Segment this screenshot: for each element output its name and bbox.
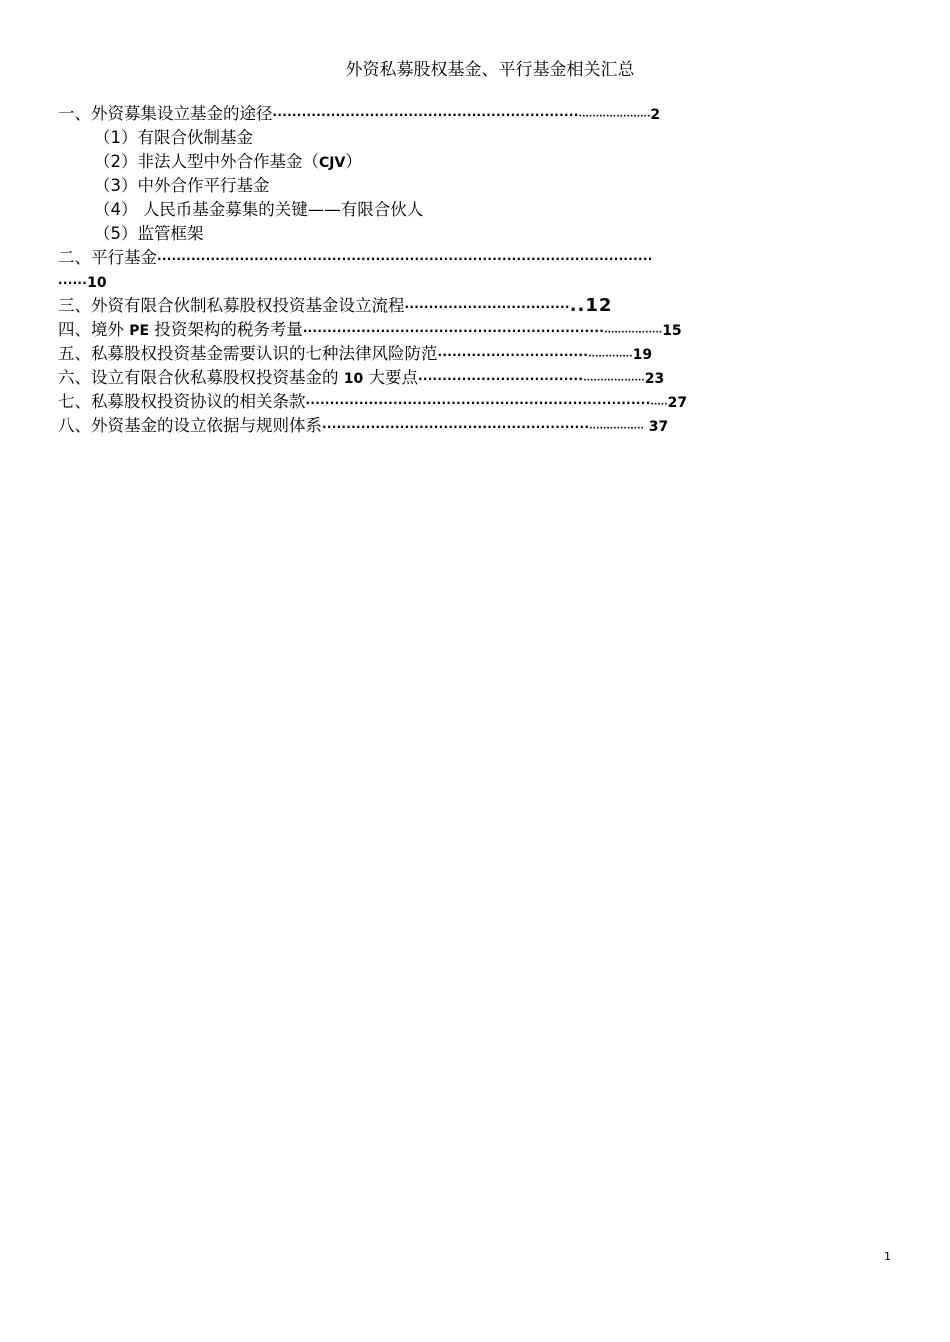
toc-page-number: 37	[643, 419, 669, 435]
toc-subentry-5[interactable]	[58, 222, 898, 246]
toc-entry-4[interactable]	[58, 318, 898, 342]
toc-subentry-2[interactable]	[58, 150, 898, 174]
toc-entry-abbrev: CJV	[319, 155, 346, 171]
toc-entry-label: 一、外资募集设立基金的途径	[58, 104, 273, 123]
toc-subentry-3[interactable]	[58, 174, 898, 198]
toc-entry-abbrev: PE	[129, 323, 150, 339]
toc-page-number: 15	[662, 323, 682, 339]
toc-leader: ·······························································	[272, 108, 579, 122]
toc-page-number: 2	[650, 107, 661, 123]
toc-entry-label: （2）非法人型中外合作基金（	[94, 152, 319, 171]
toc-entry-label: 六、设立有限合伙私募股权投资基金的	[58, 368, 344, 387]
toc-entry-label: （5）监管框架	[94, 224, 204, 243]
toc-entry-label: 四、境外	[58, 320, 130, 339]
toc-entry-label: 五、私募股权投资基金需要认识的七种法律风险防范	[58, 344, 438, 363]
toc-leader: ··································	[417, 372, 584, 386]
toc-page-number: 23	[644, 371, 665, 387]
toc-entry-label-tail: 投资架构的税务考量	[149, 320, 303, 339]
toc-subentry-1[interactable]	[58, 126, 898, 150]
toc-leader-fine: ················	[589, 424, 644, 434]
toc-leader-fine: ·················	[604, 328, 663, 338]
toc-leader-fine: ·············	[588, 352, 633, 362]
toc-entry-3[interactable]	[58, 294, 898, 318]
toc-leader: ·······················································	[322, 420, 590, 434]
toc-leader-fine: ·····················	[578, 112, 651, 122]
table-of-contents	[58, 102, 898, 438]
toc-entry-label: （4） 人民币基金募集的关键——有限合伙人	[94, 200, 424, 219]
toc-entry-5[interactable]	[58, 342, 898, 366]
toc-entry-6[interactable]	[58, 366, 898, 390]
toc-entry-label-tail: 大要点	[363, 368, 418, 387]
toc-leader: ·······································································	[305, 396, 651, 410]
toc-leader: ·······························	[437, 348, 589, 362]
toc-leader: ······························································	[302, 324, 605, 338]
toc-entry-label: 八、外资基金的设立依据与规则体系	[58, 416, 322, 435]
toc-page-number: ..12	[569, 295, 613, 316]
toc-leader-fine: ·····	[650, 400, 668, 410]
toc-entry-number: 10	[343, 371, 364, 387]
toc-entry-label: （3）中外合作平行基金	[94, 176, 270, 195]
toc-entry-label: 七、私募股权投资协议的相关条款	[58, 392, 306, 411]
toc-entry-label: 三、外资有限合伙制私募股权投资基金设立流程	[58, 296, 405, 315]
toc-leader: ······	[58, 276, 88, 290]
toc-leader: ··································	[404, 300, 570, 314]
toc-page-number: 10	[87, 275, 107, 291]
toc-entry-label: （1）有限合伙制基金	[94, 128, 253, 147]
toc-page-number: 27	[667, 395, 688, 411]
toc-entry-label-tail: ）	[345, 152, 362, 171]
toc-entry-2[interactable]	[58, 246, 898, 270]
toc-entry-7[interactable]	[58, 390, 898, 414]
toc-page-number: 19	[632, 347, 653, 363]
page-number: 1	[884, 1250, 891, 1263]
toc-entry-2-continuation[interactable]	[58, 270, 898, 294]
toc-leader-fine: ··················	[583, 376, 645, 386]
toc-entry-8[interactable]	[58, 414, 898, 438]
toc-leader: ······································································································	[157, 252, 653, 266]
toc-entry-1[interactable]	[58, 102, 898, 126]
toc-subentry-4[interactable]	[58, 198, 898, 222]
document-title: 外资私募股权基金、平行基金相关汇总	[345, 60, 635, 80]
toc-entry-label: 二、平行基金	[58, 248, 157, 267]
